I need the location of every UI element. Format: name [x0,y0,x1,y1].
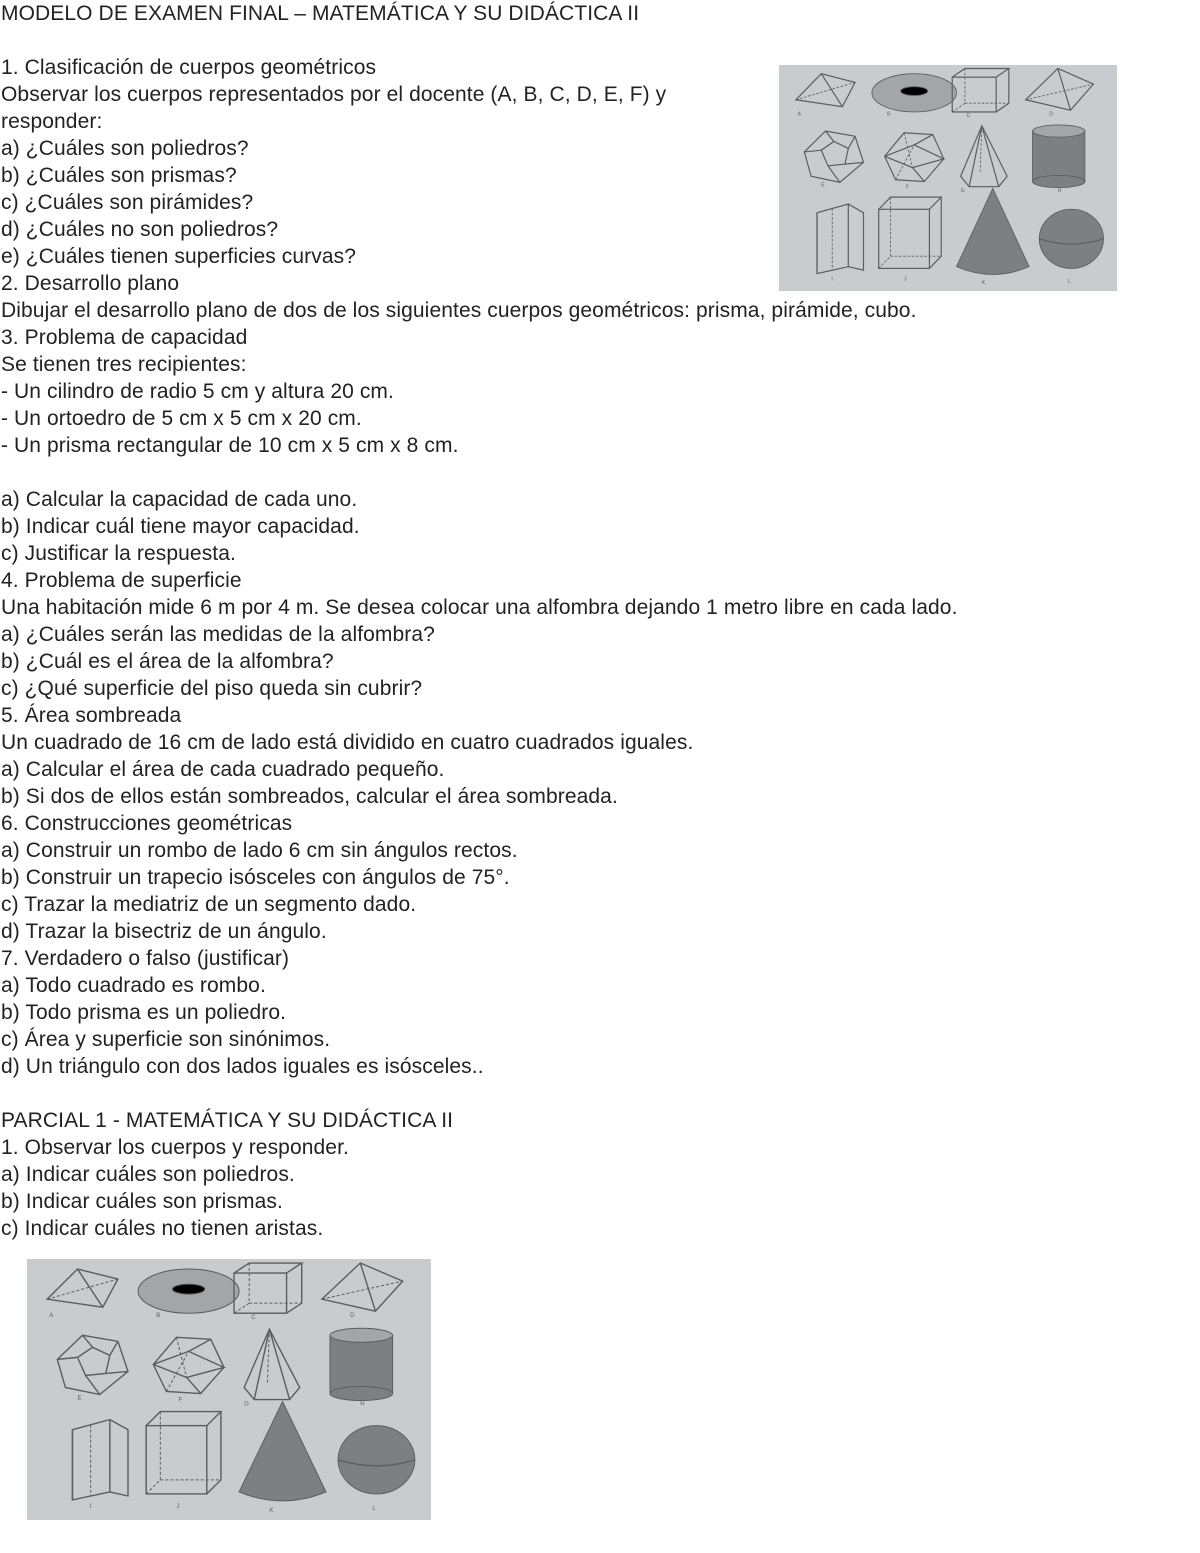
q5-item-b: b) Si dos de ellos están sombreados, calcular el área sombreada. [1,785,618,808]
q5-text: Un cuadrado de 16 cm de lado está dividido en cuatro cuadrados iguales. [1,731,694,754]
q2-heading: 2. Desarrollo plano [1,272,180,295]
q6-heading: 6. Construcciones geométricas [1,812,293,835]
q1-item-a: a) ¿Cuáles son poliedros? [1,137,249,160]
solid-d-octahedron [1026,68,1094,117]
partial-title: PARCIAL 1 - MATEMÁTICA Y SU DIDÁCTICA II [1,1109,454,1132]
solid-c-cube [952,68,1009,119]
solid-l-sphere-partial [338,1426,415,1512]
solid-g-pyramid [961,126,1007,194]
solid-label: C [966,113,971,120]
solid-label: F [178,1397,183,1404]
solid-j-square-prism [879,197,942,282]
solid-label: G [960,187,965,194]
solid-label: H [1057,187,1062,194]
solid-label: E [77,1395,82,1402]
solid-i-prism [817,204,863,283]
solid-label: J [904,276,907,283]
solid-f-icosahedron-partial [153,1337,224,1403]
solids-drawing [779,65,1117,291]
solid-label: L [1067,278,1071,285]
solid-k-cone [956,188,1029,286]
solid-label: D [1049,111,1054,118]
q6-item-a: a) Construir un rombo de lado 6 cm sin ángulos rectos. [1,839,518,862]
solid-e-dodecahedron [804,131,863,189]
solid-i-prism-partial [72,1420,128,1510]
solid-label: H [360,1401,365,1408]
solid-h-cylinder [1033,125,1085,194]
solid-label: I [831,276,833,283]
solid-label: I [89,1503,92,1510]
q4-heading: 4. Problema de superficie [1,569,242,592]
q3-container-1: - Un cilindro de radio 5 cm y altura 20 cm. [1,380,394,403]
solid-label: F [905,184,909,191]
solid-b-torus-partial [138,1269,239,1319]
partial-q1-item-b: b) Indicar cuáles son prismas. [1,1190,283,1213]
partial-q1-heading: 1. Observar los cuerpos y responder. [1,1136,349,1159]
geometric-solids-image [779,65,1117,291]
q1-item-d: d) ¿Cuáles no son poliedros? [1,218,279,241]
q3-container-2: - Un ortoedro de 5 cm x 5 cm x 20 cm. [1,407,362,430]
q1-item-b: b) ¿Cuáles son prismas? [1,164,237,187]
solid-a-wedge-partial [47,1269,118,1319]
q1-heading: 1. Clasificación de cuerpos geométricos [1,56,377,79]
solid-label: K [981,279,986,287]
q7-heading: 7. Verdadero o falso (justificar) [1,947,290,970]
q6-item-c: c) Trazar la mediatriz de un segmento dado. [1,893,417,916]
solid-label: E [821,182,825,189]
q5-item-a: a) Calcular el área de cada cuadrado pequeño. [1,758,445,781]
solid-label: L [372,1505,376,1512]
q3-container-3: - Un prisma rectangular de 10 cm x 5 cm x 8 cm. [1,434,459,457]
solid-d-octahedron-partial [322,1263,403,1319]
solid-label: J [176,1503,180,1510]
solid-g-pyramid-partial [244,1329,300,1407]
q6-item-d: d) Trazar la bisectriz de un ángulo. [1,920,327,943]
solid-label: A [49,1313,54,1320]
solids-drawing [27,1259,431,1520]
q4-item-b: b) ¿Cuál es el área de la alfombra? [1,650,334,673]
q2-text: Dibujar el desarrollo plano de dos de los siguientes cuerpos geométricos: prisma, pirámide, cubo. [1,299,917,322]
q4-item-a: a) ¿Cuáles serán las medidas de la alfombra? [1,623,435,646]
solid-label: B [887,111,891,118]
q3-item-a: a) Calcular la capacidad de cada uno. [1,488,358,511]
partial-q1-item-c: c) Indicar cuáles no tienen aristas. [1,1217,324,1240]
solid-b-torus [872,74,957,118]
exam-title: MODELO DE EXAMEN FINAL – MATEMÁTICA Y SU DIDÁCTICA II [1,2,640,25]
solid-label: B [156,1313,161,1320]
solid-l-sphere [1039,209,1103,284]
q1-intro: Observar los cuerpos representados por el docente (A, B, C, D, E, F) y responder: [1,83,667,133]
solid-h-cylinder-partial [330,1328,393,1407]
q1-item-c: c) ¿Cuáles son pirámides? [1,191,254,214]
q7-item-c: c) Área y superficie son sinónimos. [1,1028,331,1051]
solid-c-cube-partial [234,1263,302,1321]
q3-item-c: c) Justificar la respuesta. [1,542,236,565]
q3-heading: 3. Problema de capacidad [1,326,248,349]
q4-text: Una habitación mide 6 m por 4 m. Se desea colocar una alfombra dejando 1 metro libre en cada lado. [1,596,958,619]
q3-intro: Se tienen tres recipientes: [1,353,247,376]
solid-label: D [350,1313,355,1320]
q4-item-c: c) ¿Qué superficie del piso queda sin cubrir? [1,677,423,700]
q5-heading: 5. Área sombreada [1,704,182,727]
solid-label: K [269,1507,274,1514]
solid-label: A [797,111,801,118]
solid-j-square-prism-partial [146,1412,221,1510]
solid-e-dodecahedron-partial [57,1335,128,1401]
q7-item-b: b) Todo prisma es un poliedro. [1,1001,287,1024]
q7-item-a: a) Todo cuadrado es rombo. [1,974,266,997]
solid-f-icosahedron [885,133,944,191]
solid-label: C [251,1315,256,1322]
partial-q1-item-a: a) Indicar cuáles son poliedros. [1,1163,295,1186]
geometric-solids-image-partial [27,1259,431,1520]
q1-item-e: e) ¿Cuáles tienen superficies curvas? [1,245,357,268]
solid-a-wedge [796,74,855,118]
solid-k-cone-partial [239,1402,326,1514]
solid-label: G [244,1401,249,1408]
q3-item-b: b) Indicar cuál tiene mayor capacidad. [1,515,360,538]
q6-item-b: b) Construir un trapecio isósceles con ángulos de 75°. [1,866,510,889]
q7-item-d: d) Un triángulo con dos lados iguales es isósceles.. [1,1055,484,1078]
